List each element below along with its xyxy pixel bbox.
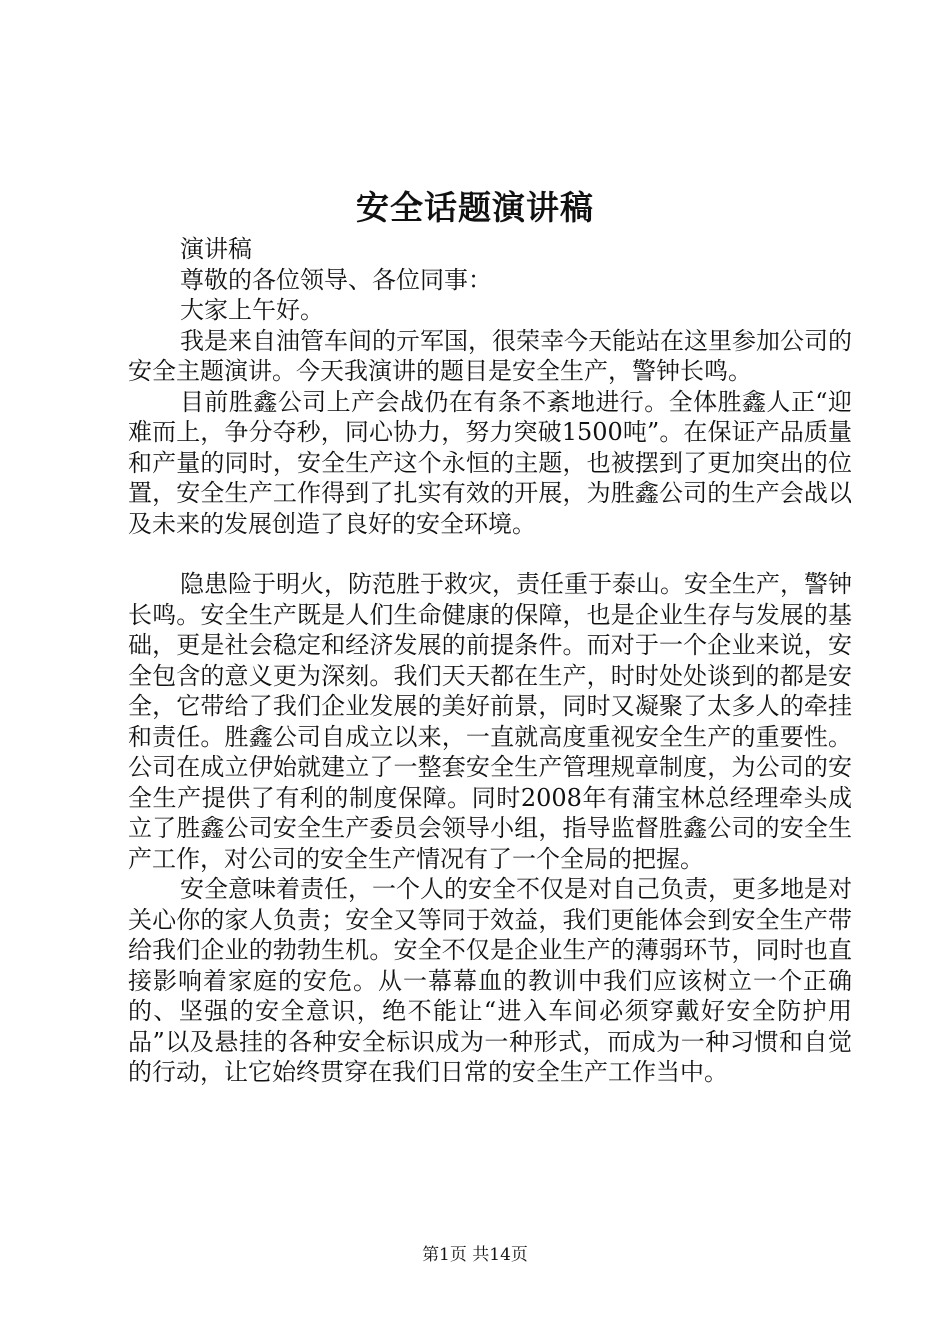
document-body — [128, 234, 852, 1088]
paragraph-salutation: 尊敬的各位领导、各位同事： — [180, 265, 492, 294]
document-title: 安全话题演讲稿 — [356, 188, 594, 227]
page-footer: 第1页 共14页 — [422, 1245, 528, 1265]
paragraph-safety-responsibility: 安全意味着责任，一个人的安全不仅是对自己负责，更多地是对关心你的家人负责；安全又等同于效益，我们更能体会到安全生产带给我们企业的勃勃生机。安全不仅是企业生产的薄弱环节，同时也直接影响着家庭的安危。从一幕幕血的教训中我们应该树立一个正确的、坚强的安全意识，绝不能让“进入车间必须穿戴好安全防护用品”以及悬挂的各种安全标识成为一种形式，而成为一种习惯和自觉的行动，让它始终贯穿在我们日常的安全生产工作当中。 — [128, 875, 852, 1086]
paragraph-greeting: 大家上午好。 — [180, 296, 324, 324]
paragraph-current-status: 目前胜鑫公司上产会战仍在有条不紊地进行。全体胜鑫人正“迎难而上，争分夺秒，同心协力，努力突破1500吨”。在保证产品质量和产量的同时，安全生产这个永恒的主题，也被摆到了更加突出的位置，安全生产工作得到了扎实有效的开展，为胜鑫公司的生产会战以及未来的发展创造了良好的安全环境。 — [128, 387, 852, 538]
paragraph-intro: 我是来自油管车间的亓军国，很荣幸今天能站在这里参加公司的安全主题演讲。今天我演讲的题目是安全生产，警钟长鸣。 — [128, 326, 852, 385]
paragraph-safety-importance: 隐患险于明火，防范胜于救灾，责任重于泰山。安全生产，警钟长鸣。安全生产既是人们生命健康的保障，也是企业生存与发展的基础，更是社会稳定和经济发展的前提条件。而对于一个企业来说，安全包含的意义更为深刻。我们天天都在生产，时时处处谈到的都是安全，它带给了我们企业发展的美好前景，同时又凝聚了太多人的牵挂和责任。胜鑫公司自成立以来，一直就高度重视安全生产的重要性。公司在成立伊始就建立了一整套安全生产管理规章制度，为公司的安全生产提供了有利的制度保障。同时2008年有蒲宝林总经理牵头成立了胜鑫公司安全生产委员会领导小组，指导监督胜鑫公司的安全生产工作，对公司的安全生产情况有了一个全局的把握。 — [128, 570, 852, 873]
paragraph-heading: 演讲稿 — [180, 235, 252, 263]
